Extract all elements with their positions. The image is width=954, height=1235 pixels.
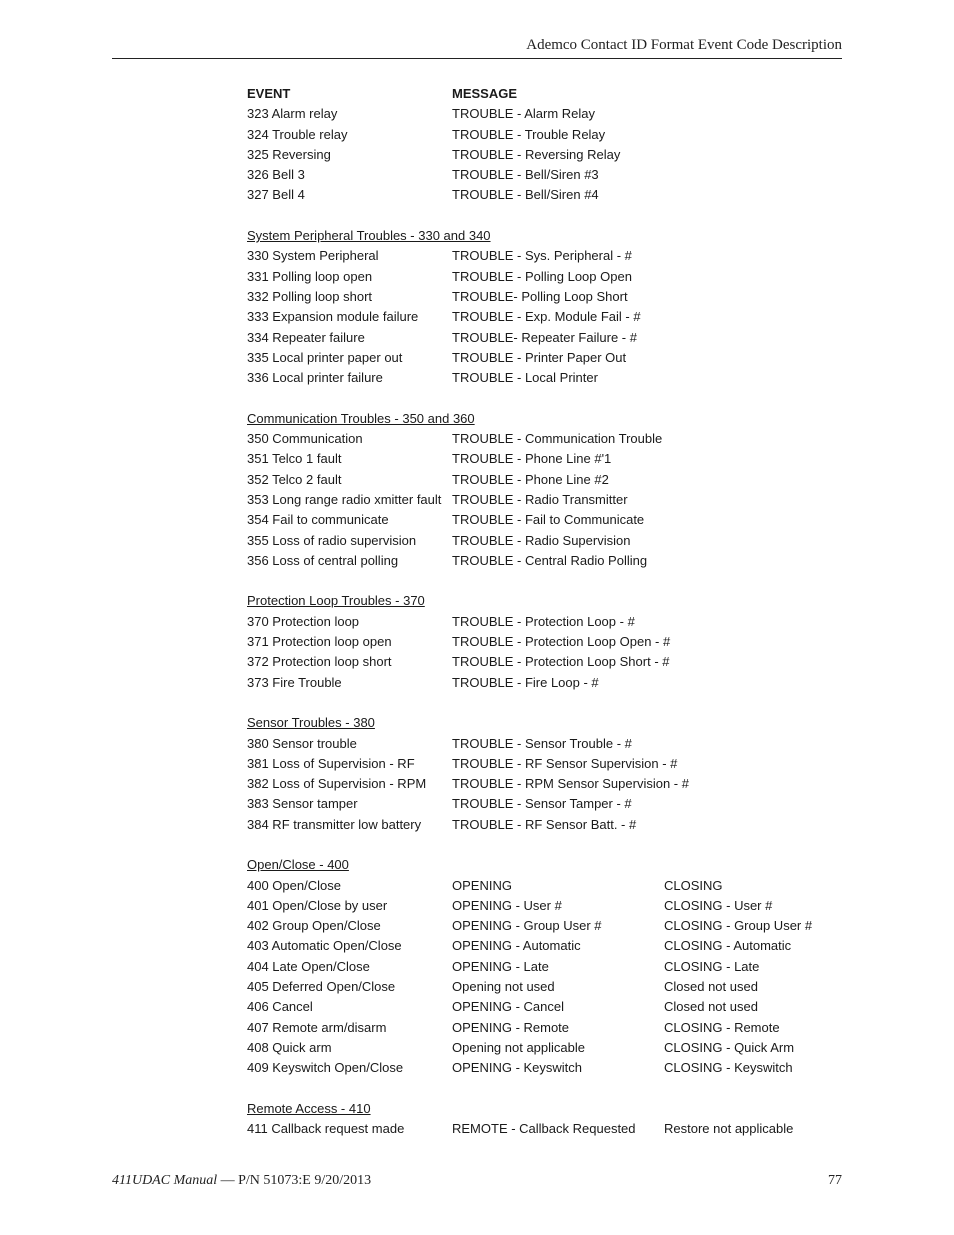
message-cell: TROUBLE- Repeater Failure - # bbox=[452, 329, 637, 345]
event-cell: 334 Repeater failure bbox=[247, 329, 365, 345]
table-row bbox=[247, 246, 847, 266]
event-cell: 324 Trouble relay bbox=[247, 126, 348, 142]
table-row bbox=[247, 267, 847, 287]
table-row bbox=[247, 1119, 847, 1139]
message-cell: TROUBLE - Fail to Communicate bbox=[452, 512, 645, 528]
restore-message-cell: CLOSING - Group User # bbox=[664, 918, 813, 934]
event-cell: 381 Loss of Supervision - RF bbox=[247, 755, 415, 771]
table-row bbox=[247, 145, 847, 165]
section-title-text: Open/Close - 400 bbox=[247, 857, 349, 873]
message-cell: REMOTE - Callback Requested bbox=[452, 1121, 636, 1137]
table-row bbox=[247, 1018, 847, 1038]
event-cell: 401 Open/Close by user bbox=[247, 897, 388, 913]
table-row bbox=[247, 551, 847, 571]
restore-message-cell: CLOSING - Quick Arm bbox=[664, 1039, 795, 1055]
event-cell: 382 Loss of Supervision - RPM bbox=[247, 776, 427, 792]
event-cell: 370 Protection loop bbox=[247, 613, 360, 629]
event-cell: 406 Cancel bbox=[247, 999, 313, 1015]
message-cell: TROUBLE - Exp. Module Fail - # bbox=[452, 309, 641, 325]
event-cell: 323 Alarm relay bbox=[247, 106, 338, 122]
table-row bbox=[247, 673, 847, 693]
message-cell: TROUBLE - Radio Supervision bbox=[452, 532, 631, 548]
table-row bbox=[247, 531, 847, 551]
message-cell: TROUBLE- Polling Loop Short bbox=[452, 288, 628, 304]
table-row bbox=[247, 896, 847, 916]
table-row bbox=[247, 977, 847, 997]
event-cell: 372 Protection loop short bbox=[247, 654, 392, 670]
table-header-row bbox=[247, 84, 847, 104]
event-cell: 353 Long range radio xmitter fault bbox=[247, 491, 442, 507]
message-cell: TROUBLE - Central Radio Polling bbox=[452, 552, 648, 568]
table-row bbox=[247, 936, 847, 956]
event-column-header: EVENT bbox=[247, 86, 291, 101]
section-title-text: Communication Troubles - 350 and 360 bbox=[247, 410, 475, 426]
event-cell: 400 Open/Close bbox=[247, 877, 341, 893]
event-cell: 333 Expansion module failure bbox=[247, 309, 419, 325]
manual-part-number: — P/N 51073:E 9/20/2013 bbox=[217, 1173, 372, 1188]
message-cell: TROUBLE - Protection Loop Open - # bbox=[452, 634, 671, 650]
message-cell: OPENING - Remote bbox=[452, 1019, 570, 1035]
event-cell: 355 Loss of radio supervision bbox=[247, 532, 417, 548]
section-title bbox=[247, 409, 847, 429]
table-row bbox=[247, 470, 847, 490]
table-row bbox=[247, 510, 847, 530]
event-cell: 407 Remote arm/disarm bbox=[247, 1019, 387, 1035]
restore-message-cell: CLOSING - Remote bbox=[664, 1019, 780, 1035]
page-number: 77 bbox=[828, 1173, 842, 1188]
table-row bbox=[247, 429, 847, 449]
event-cell: 408 Quick arm bbox=[247, 1039, 332, 1055]
message-cell: TROUBLE - Communication Trouble bbox=[452, 431, 663, 447]
message-cell: OPENING - Automatic bbox=[452, 938, 581, 954]
event-cell: 411 Callback request made bbox=[247, 1121, 405, 1137]
message-cell: OPENING - Group User # bbox=[452, 918, 602, 934]
event-cell: 402 Group Open/Close bbox=[247, 918, 381, 934]
table-row bbox=[247, 104, 847, 124]
message-cell: TROUBLE - Phone Line #2 bbox=[452, 471, 609, 487]
message-cell: Opening not used bbox=[452, 979, 555, 995]
event-cell: 409 Keyswitch Open/Close bbox=[247, 1060, 404, 1076]
table-row bbox=[247, 916, 847, 936]
table-row bbox=[247, 165, 847, 185]
event-cell: 380 Sensor trouble bbox=[247, 735, 357, 751]
table-row bbox=[247, 997, 847, 1017]
table-row bbox=[247, 754, 847, 774]
restore-message-cell: Restore not applicable bbox=[664, 1121, 794, 1137]
event-cell: 405 Deferred Open/Close bbox=[247, 979, 396, 995]
message-cell: TROUBLE - Phone Line #'1 bbox=[452, 451, 612, 467]
event-cell: 335 Local printer paper out bbox=[247, 349, 403, 365]
table-row bbox=[247, 1038, 847, 1058]
event-cell: 373 Fire Trouble bbox=[247, 674, 342, 690]
event-cell: 327 Bell 4 bbox=[247, 187, 305, 203]
section-title-text: Protection Loop Troubles - 370 bbox=[247, 593, 425, 609]
event-cell: 383 Sensor tamper bbox=[247, 796, 358, 812]
message-cell: TROUBLE - Alarm Relay bbox=[452, 106, 596, 122]
manual-name: 411UDAC Manual bbox=[112, 1173, 218, 1188]
message-cell: TROUBLE - Sensor Tamper - # bbox=[452, 796, 632, 812]
table-row bbox=[247, 328, 847, 348]
section-title bbox=[247, 591, 847, 611]
message-cell: TROUBLE - RF Sensor Batt. - # bbox=[452, 816, 637, 832]
section-title bbox=[247, 226, 847, 246]
table-row bbox=[247, 307, 847, 327]
event-cell: 384 RF transmitter low battery bbox=[247, 816, 422, 832]
message-cell: TROUBLE - Trouble Relay bbox=[452, 126, 606, 142]
section-title bbox=[247, 855, 847, 875]
message-cell: OPENING - Late bbox=[452, 958, 549, 974]
message-cell: TROUBLE - Sys. Peripheral - # bbox=[452, 248, 632, 264]
table-row bbox=[247, 652, 847, 672]
table-row bbox=[247, 287, 847, 307]
section-title-text: System Peripheral Troubles - 330 and 340 bbox=[247, 228, 491, 244]
table-row bbox=[247, 815, 847, 835]
message-cell: TROUBLE - Sensor Trouble - # bbox=[452, 735, 632, 751]
event-cell: 351 Telco 1 fault bbox=[247, 451, 342, 467]
message-column-header: MESSAGE bbox=[452, 86, 518, 101]
table-row bbox=[247, 490, 847, 510]
restore-message-cell: CLOSING - Keyswitch bbox=[664, 1060, 793, 1076]
table-row bbox=[247, 125, 847, 145]
message-cell: OPENING - User # bbox=[452, 897, 562, 913]
section-title-text: Sensor Troubles - 380 bbox=[247, 715, 375, 731]
table-row bbox=[247, 957, 847, 977]
footer-manual-info bbox=[112, 1173, 371, 1189]
event-table bbox=[247, 84, 847, 1139]
table-row bbox=[247, 368, 847, 388]
event-cell: 371 Protection loop open bbox=[247, 634, 392, 650]
section-title bbox=[247, 713, 847, 733]
event-cell: 350 Communication bbox=[247, 431, 363, 447]
section-title-text: Remote Access - 410 bbox=[247, 1100, 371, 1116]
table-row bbox=[247, 794, 847, 814]
message-cell: TROUBLE - Reversing Relay bbox=[452, 146, 621, 162]
message-cell: Opening not applicable bbox=[452, 1039, 585, 1055]
table-row bbox=[247, 1058, 847, 1078]
event-cell: 356 Loss of central polling bbox=[247, 552, 399, 568]
event-cell: 332 Polling loop short bbox=[247, 288, 373, 304]
message-cell: TROUBLE - Bell/Siren #3 bbox=[452, 167, 599, 183]
table-row bbox=[247, 449, 847, 469]
message-cell: OPENING - Keyswitch bbox=[452, 1060, 583, 1076]
event-cell: 330 System Peripheral bbox=[247, 248, 379, 264]
table-row bbox=[247, 348, 847, 368]
message-cell: TROUBLE - Bell/Siren #4 bbox=[452, 187, 599, 203]
restore-message-cell: Closed not used bbox=[664, 979, 758, 995]
message-cell: OPENING bbox=[452, 877, 512, 893]
message-cell: TROUBLE - Radio Transmitter bbox=[452, 491, 628, 507]
restore-message-cell: CLOSING - Late bbox=[664, 958, 760, 974]
message-cell: TROUBLE - Printer Paper Out bbox=[452, 349, 627, 365]
message-cell: TROUBLE - Fire Loop - # bbox=[452, 674, 599, 690]
event-cell: 331 Polling loop open bbox=[247, 268, 373, 284]
message-cell: TROUBLE - Polling Loop Open bbox=[452, 268, 632, 284]
event-cell: 325 Reversing bbox=[247, 146, 331, 162]
restore-message-cell: Closed not used bbox=[664, 999, 758, 1015]
message-cell: TROUBLE - Protection Loop - # bbox=[452, 613, 635, 629]
message-cell: TROUBLE - RF Sensor Supervision - # bbox=[452, 755, 678, 771]
event-cell: 403 Automatic Open/Close bbox=[247, 938, 402, 954]
event-cell: 326 Bell 3 bbox=[247, 167, 305, 183]
event-cell: 352 Telco 2 fault bbox=[247, 471, 342, 487]
event-cell: 354 Fail to communicate bbox=[247, 512, 389, 528]
section-title bbox=[247, 1099, 847, 1119]
table-row bbox=[247, 632, 847, 652]
restore-message-cell: CLOSING - Automatic bbox=[664, 938, 792, 954]
page-header-title: Ademco Contact ID Format Event Code Description bbox=[526, 37, 842, 53]
message-cell: TROUBLE - RPM Sensor Supervision - # bbox=[452, 776, 689, 792]
event-cell: 336 Local printer failure bbox=[247, 370, 383, 386]
header-rule bbox=[112, 58, 842, 59]
message-cell: TROUBLE - Protection Loop Short - # bbox=[452, 654, 670, 670]
table-row bbox=[247, 876, 847, 896]
table-row bbox=[247, 185, 847, 205]
event-cell: 404 Late Open/Close bbox=[247, 958, 370, 974]
table-row bbox=[247, 774, 847, 794]
message-cell: OPENING - Cancel bbox=[452, 999, 564, 1015]
table-row bbox=[247, 612, 847, 632]
table-row bbox=[247, 734, 847, 754]
message-cell: TROUBLE - Local Printer bbox=[452, 370, 598, 386]
restore-message-cell: CLOSING - User # bbox=[664, 897, 773, 913]
restore-message-cell: CLOSING bbox=[664, 877, 723, 893]
